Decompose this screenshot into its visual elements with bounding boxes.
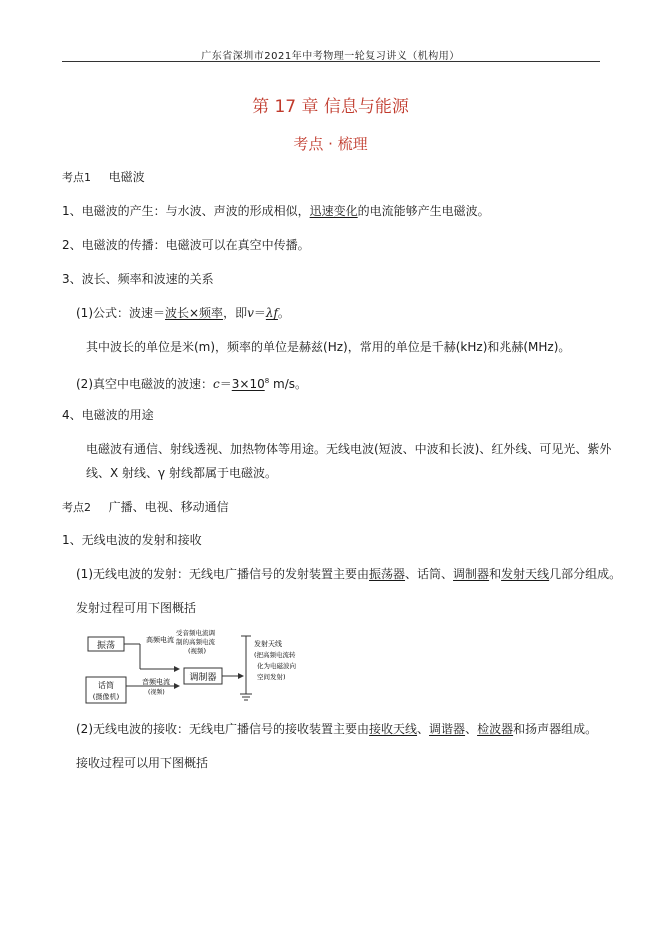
text-run: 1、电磁波的产生：与水波、声波的形成相似，: [62, 204, 310, 218]
underlined-term: 波长×频率: [165, 306, 224, 320]
var-v: v: [247, 306, 254, 320]
underlined-term: 3×10: [231, 377, 265, 391]
key-point-1-heading: [62, 169, 145, 186]
key-point-1-label: 考点1: [62, 171, 91, 184]
key-point-2-label: 考点2: [62, 501, 91, 514]
transmission-diagram: [76, 626, 366, 710]
section-title: 考点 · 梳理: [293, 135, 368, 153]
para-uses-line-1: 电磁波有通信、射线透视、加热物体等用途。无线电波(短波、中波和长波)、红外线、可见光、紫外: [86, 442, 612, 456]
para-em-wave-generation: [62, 203, 490, 219]
underlined-term: 检波器: [477, 722, 514, 736]
antenna-label-4: 空间发射): [257, 673, 286, 681]
text-run: 的电流能够产生电磁波。: [357, 204, 490, 218]
key-point-2-heading: [62, 499, 229, 516]
antenna-label-1: 发射天线: [254, 640, 282, 648]
out-arrow: [238, 673, 244, 679]
text-run: (1)公式：波速＝: [76, 306, 165, 320]
underlined-term: 调制器: [453, 567, 490, 581]
equals-sign: ＝: [219, 377, 232, 391]
modulator-label: 调制器: [189, 673, 217, 683]
camera-label: (摄像机): [92, 693, 120, 701]
text-run: 几部分组成。: [549, 567, 622, 581]
para-em-wave-propagation: 2、电磁波的传播：电磁波可以在真空中传播。: [62, 238, 310, 252]
text-run: (2)真空中电磁波的波速：: [76, 377, 213, 391]
exponent: 8: [264, 377, 270, 385]
microphone-label: 话筒: [98, 681, 114, 690]
para-transmit-receive: 1、无线电波的发射和接收: [62, 533, 202, 547]
af-label: 音频电流: [142, 678, 170, 686]
header-rule: [62, 61, 600, 62]
underlined-term: λf: [265, 306, 278, 320]
underlined-term: 接收天线: [369, 722, 418, 736]
antenna-label-2: (把高频电流转: [254, 651, 296, 659]
underlined-term: 调谐器: [429, 722, 466, 736]
modulated-label-3: (视频): [188, 647, 207, 655]
para-formula: [76, 305, 290, 321]
oscillator-label: 振荡: [96, 641, 116, 651]
underlined-term: 迅速变化: [309, 204, 358, 218]
text-run: ，即: [223, 306, 248, 320]
underlined-term: 振荡器: [369, 567, 406, 581]
text-run: (2)无线电波的接收：无线电广播信号的接收装置主要由: [76, 722, 370, 736]
para-wavelength-relation: 3、波长、频率和波速的关系: [62, 272, 214, 286]
para-reception: [76, 721, 597, 737]
af-arrow: [174, 683, 180, 689]
var-c: c: [213, 377, 220, 391]
text-run: 、话筒、: [405, 567, 454, 581]
modulated-label-1: 受音频电流调: [176, 629, 215, 637]
chapter-title: 第 17 章 信息与能源: [252, 97, 409, 117]
key-point-2-title: 广播、电视、移动通信: [108, 500, 229, 514]
para-uses-line-2: 线、X 射线、γ 射线都属于电磁波。: [86, 466, 277, 480]
unit-text: m/s。: [269, 377, 307, 391]
equals-sign: ＝: [253, 306, 266, 320]
af-video-label: (视频): [148, 689, 165, 696]
text-run: 和: [489, 567, 502, 581]
para-receive-diagram-intro: 接收过程可以用下图概括: [76, 756, 209, 770]
text-run: 。: [277, 306, 290, 320]
hf-label: 高频电流: [146, 636, 174, 644]
underlined-term: 发射天线: [501, 567, 550, 581]
para-wave-speed: [76, 373, 307, 392]
para-transmission: [76, 566, 621, 582]
text-run: 、: [465, 722, 478, 736]
text-run: (1)无线电波的发射：无线电广播信号的发射装置主要由: [76, 567, 370, 581]
text-run: 、: [417, 722, 430, 736]
key-point-1-title: 电磁波: [108, 170, 145, 184]
modulated-label-2: 制的高频电流: [176, 638, 215, 646]
page-header: 广东省深圳市2021年中考物理一轮复习讲义（机构用）: [201, 51, 460, 62]
para-em-wave-uses: 4、电磁波的用途: [62, 408, 154, 422]
text-run: 和扬声器组成。: [513, 722, 598, 736]
hf-arrow: [174, 666, 180, 672]
antenna-label-3: 化为电磁波向: [257, 662, 296, 670]
para-transmit-diagram-intro: 发射过程可用下图概括: [76, 601, 197, 615]
para-units: 其中波长的单位是米(m)，频率的单位是赫兹(Hz)，常用的单位是千赫(kHz)和兆赫(MHz)。: [86, 340, 571, 354]
